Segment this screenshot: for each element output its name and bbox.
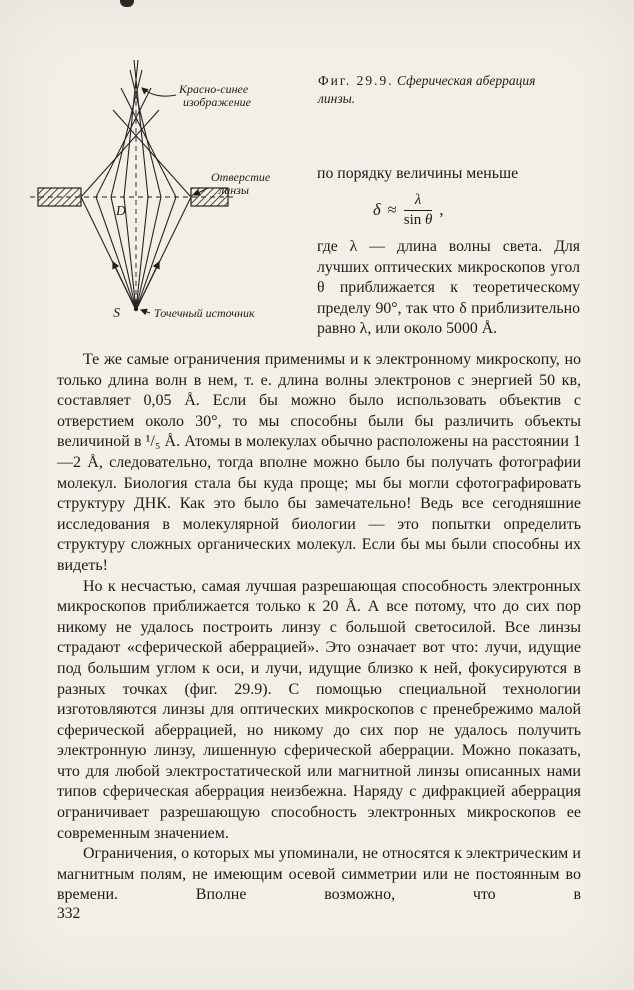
main-body-text bbox=[57, 350, 581, 906]
formula-approx-sign: ≈ bbox=[387, 200, 397, 220]
point-source-dot bbox=[134, 307, 138, 311]
scan-artifact bbox=[120, 0, 134, 7]
figure-caption bbox=[318, 72, 562, 107]
right-text-column bbox=[317, 164, 580, 340]
source-label-arrow bbox=[141, 310, 150, 313]
formula-numerator: λ bbox=[404, 192, 433, 211]
formula-theta-symbol: θ bbox=[425, 211, 433, 228]
lens-aperture-label-line1: Отверстие bbox=[211, 170, 271, 184]
figure-29-9-diagram bbox=[28, 48, 318, 345]
delta-formula bbox=[373, 192, 580, 230]
aperture-block-left bbox=[38, 188, 81, 206]
red-blue-image-label-line1: Красно-синее bbox=[179, 82, 249, 96]
point-source-label: Точечный источник bbox=[154, 306, 255, 320]
formula-delta-symbol: δ bbox=[373, 200, 381, 220]
figure-caption-text: Сферическая аберрация линзы. bbox=[318, 73, 536, 106]
source-point-label: S bbox=[113, 305, 120, 320]
column-after-formula: где λ — длина волны света. Для лучших оптических микроскопов угол θ приближается к теоретическому пределу 90°, так что δ приблизительно равно λ, или около 5000 Å. bbox=[317, 238, 580, 338]
page-number: 332 bbox=[57, 905, 81, 922]
body-paragraph-1: Те же самые ограничения применимы и к электронному микроскопу, но только длина волн в нем, т. е. длина волны электронов с энергией 50 кв, составляет 0,05 Å. Если бы можно было использовать объектив с отверстием около 30°, то мы способны были бы различить объекты величиной в ¹/₅ Å. Атомы в молекулах обычно расположены на расстоянии 1—2 Å, следовательно, тогда вполне можно было бы получать фотографии молекул. Биология стала бы куда проще; мы бы могли сфотографировать структуру ДНК. Как это было бы замечательно! Ведь все сегодняшние исследования в молекулярной биологии — это попытки определить структуру сложных органических молекул. Если бы мы были способны их видеть! bbox=[57, 351, 581, 574]
aberration-diagram-svg bbox=[28, 48, 318, 340]
ray-right-inner bbox=[130, 70, 161, 310]
formula-fraction bbox=[404, 192, 433, 230]
formula-comma: , bbox=[439, 200, 444, 220]
ray-left-inner bbox=[111, 70, 142, 310]
body-paragraph-3: Ограничения, о которых мы упоминали, не относятся к электрическим и магнитным полям, не имеющим осевой симметрии или не постоянным во времени. Вполне возможно, что в bbox=[57, 845, 581, 904]
formula-denominator bbox=[404, 211, 433, 229]
ray-arrow-left bbox=[113, 262, 136, 310]
figure-caption-number: Фиг. 29.9. bbox=[318, 73, 394, 88]
diameter-label: D bbox=[116, 203, 126, 218]
ray-arrow-right bbox=[136, 262, 159, 310]
red-blue-image-label-line2: изображение bbox=[183, 95, 252, 109]
lens-aperture-label-line2: линзы bbox=[219, 183, 249, 197]
body-paragraph-2: Но к несчастью, самая лучшая разрешающая способность электронных микроскопов приближается только к 20 Å. А все потому, что до сих пор никому не удалось построить линзу с большой светосилой. Все линзы страдают «сферической аберрацией». Это означает вот что: лучи, идущие под большим углом к оси, и лучи, идущие близко к ней, фокусируются в разных точках (фиг. 29.9). С помощью специальной технологии изготовляются линзы для оптических микроскопов с пренебрежимо малой сферической аберрацией, но никому до сих пор не удалось получить электронную линзу, лишенную сферической аберрации. Можно показать, что для любой электростатической или магнитной линзы описанных нами типов сферическая аберрация неизбежна. Наряду с дифракцией аберрация ограничивает разрешающую способность электронных микроскопов ее современным значением. bbox=[57, 577, 581, 842]
formula-sin-function: sin bbox=[403, 211, 422, 228]
column-intro-line: по порядку величины меньше bbox=[317, 165, 519, 182]
